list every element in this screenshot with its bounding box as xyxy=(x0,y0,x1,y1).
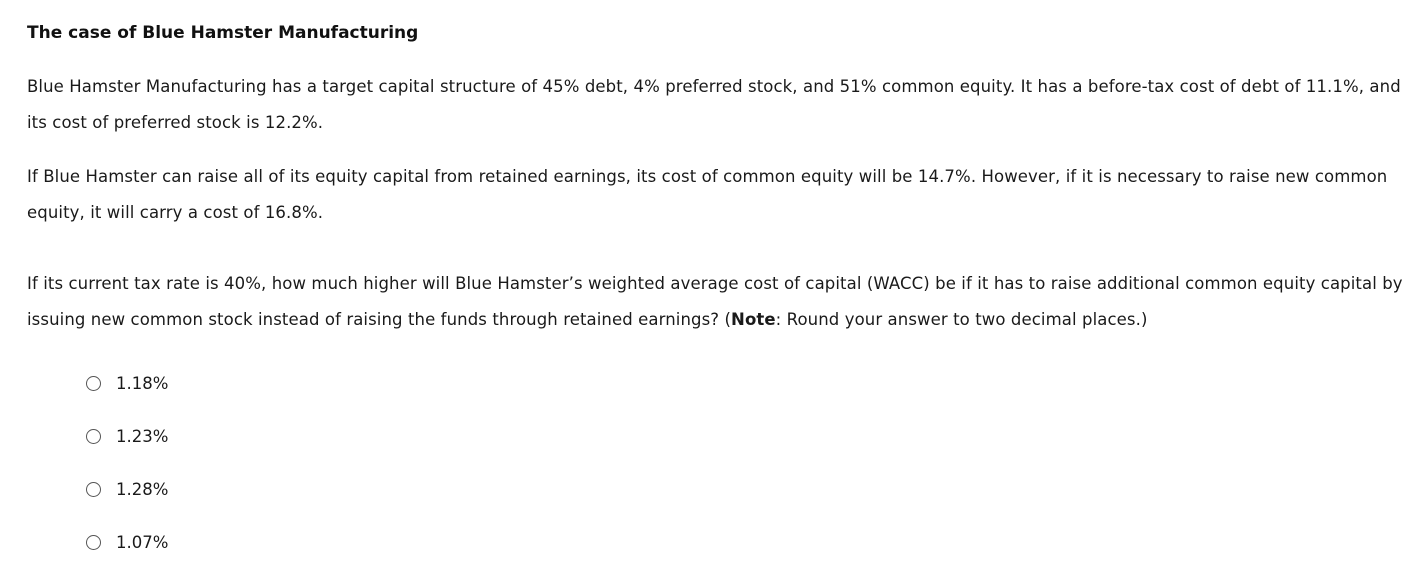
paragraph-capital-structure: Blue Hamster Manufacturing has a target capital structure of 45% debt, 4% preferred stock, and 51% common equity. It has a before-tax cost of debt of 11.1%, and its cost of preferred stock is 12.2%. xyxy=(27,77,1401,132)
radio-button[interactable] xyxy=(86,482,101,497)
answer-option-label: 1.23% xyxy=(116,426,169,446)
question-content xyxy=(27,20,1407,338)
answer-option-1[interactable] xyxy=(86,369,168,397)
radio-button[interactable] xyxy=(86,535,101,550)
answer-option-4[interactable] xyxy=(86,528,168,556)
question-text-part1: If its current tax rate is 40%, how much higher will Blue Hamster’s weighted average cost of capital (WACC) be if it has to raise additional common equity capital by issuing new common stock instead of raising the funds through retained earnings? ( xyxy=(27,274,1403,329)
radio-button[interactable] xyxy=(86,376,101,391)
radio-button[interactable] xyxy=(86,429,101,444)
case-title: The case of Blue Hamster Manufacturing xyxy=(27,23,419,43)
answer-options xyxy=(86,369,168,581)
answer-option-3[interactable] xyxy=(86,475,168,503)
answer-option-2[interactable] xyxy=(86,422,168,450)
answer-option-label: 1.18% xyxy=(116,373,169,393)
answer-option-label: 1.07% xyxy=(116,532,169,552)
note-label: Note xyxy=(731,310,776,329)
question-text-part2: : Round your answer to two decimal places.) xyxy=(775,310,1148,329)
paragraph-cost-of-equity: If Blue Hamster can raise all of its equity capital from retained earnings, its cost of common equity will be 14.7%. However, if it is necessary to raise new common equity, it will carry a cost of 16.8%. xyxy=(27,167,1388,222)
answer-option-label: 1.28% xyxy=(116,479,169,499)
question-text xyxy=(27,266,1407,338)
